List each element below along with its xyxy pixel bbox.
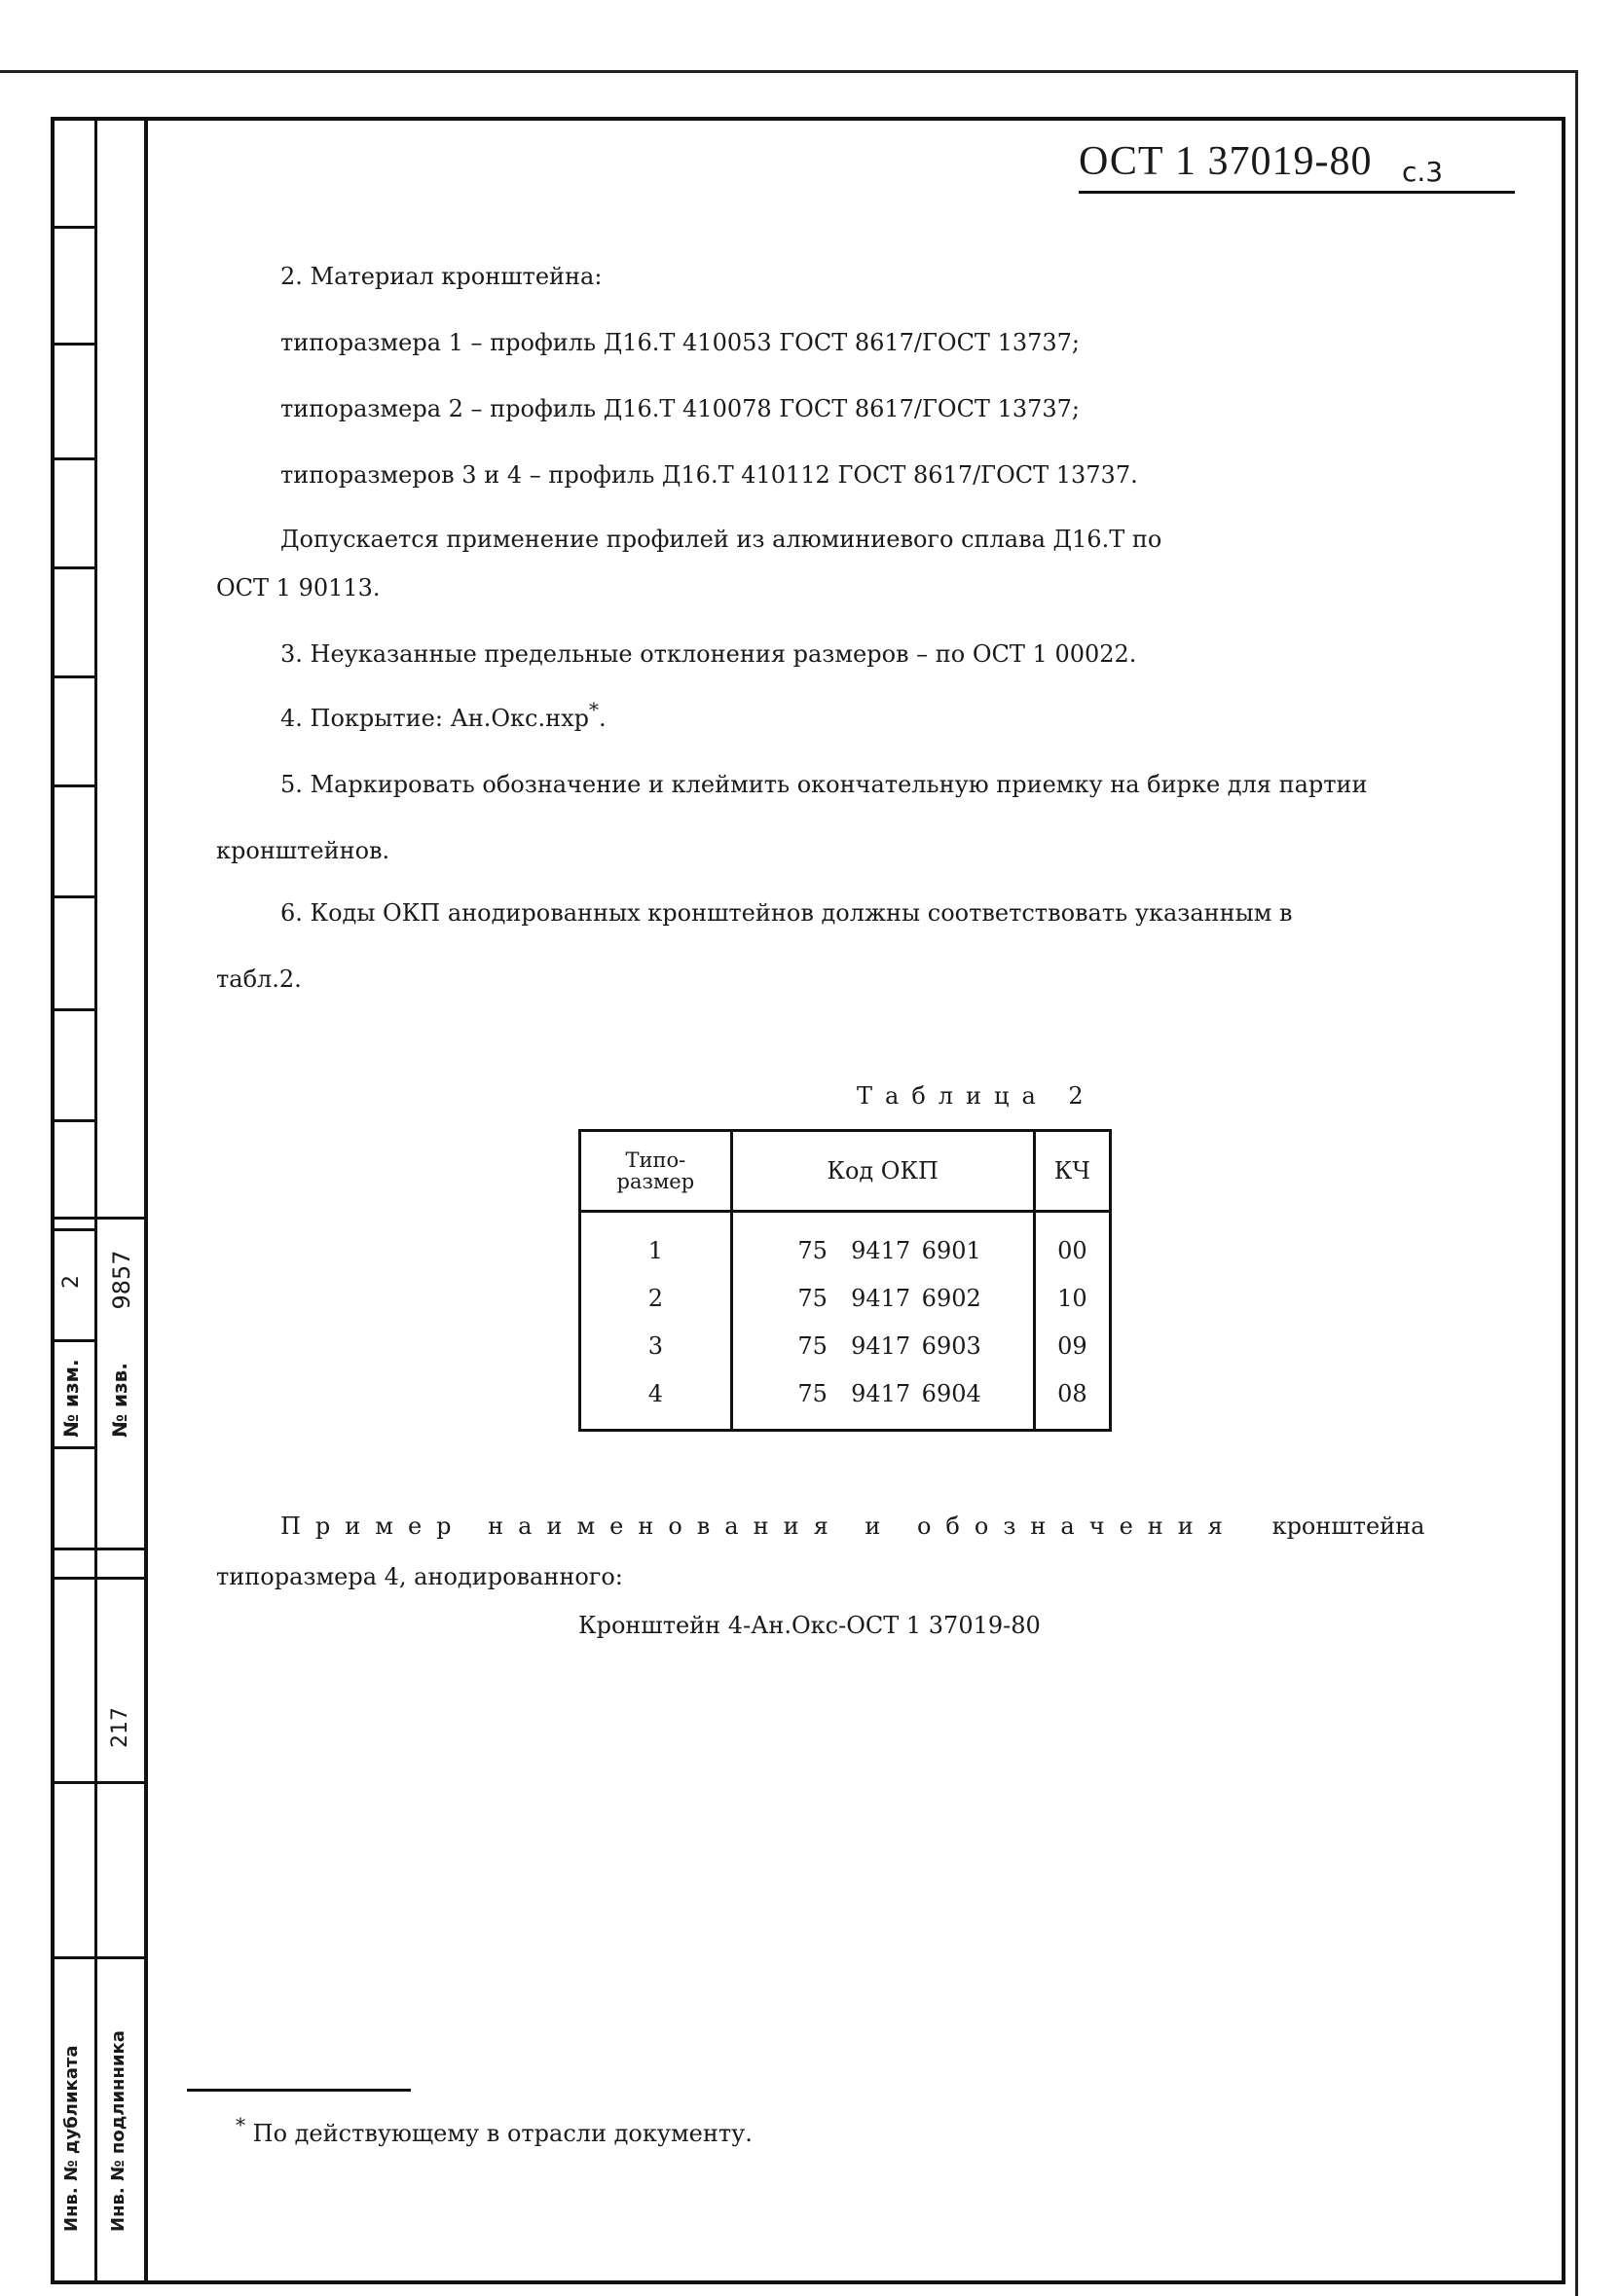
strip-divider [51, 343, 97, 346]
material-size-2: типоразмера 2 – профиль Д16.Т 410078 ГОСТ 8617/ГОСТ 13737; [280, 395, 1081, 422]
strip-divider [51, 675, 97, 678]
coating-text: 4. Покрытие: Ан.Окс.нхр [280, 705, 590, 732]
okp-line-2: табл.2. [216, 966, 302, 993]
okp-part-c: 6903 [921, 1331, 981, 1360]
duplicate-value: 217 [108, 1707, 132, 1748]
coating-paragraph [280, 698, 607, 732]
okp-table [578, 1129, 1112, 1432]
table-row [580, 1274, 1111, 1322]
table-row [580, 1212, 1111, 1275]
cell-okp-code [731, 1322, 1034, 1369]
strip-divider [51, 895, 97, 898]
right-border-line [1575, 70, 1578, 2296]
cell-okp-code [731, 1369, 1034, 1431]
okp-part-c: 6902 [921, 1284, 981, 1312]
cell-okp-code [731, 1212, 1034, 1275]
header-okp-code: Код ОКП [731, 1131, 1034, 1212]
izm-value: 2 [59, 1275, 84, 1289]
strip-divider [51, 1548, 148, 1550]
cell-kch: 09 [1034, 1322, 1110, 1369]
deviations-paragraph: 3. Неуказанные предельные отклонения размеров – по ОСТ 1 00022. [280, 640, 1137, 668]
izv-value: 9857 [108, 1250, 135, 1310]
okp-part-b: 9417 [851, 1379, 911, 1407]
material-heading: 2. Материал кронштейна: [280, 263, 603, 290]
header-typesize-line1: Типо- [625, 1148, 686, 1172]
izv-label: № изв. [108, 1363, 131, 1438]
cell-kch: 00 [1034, 1212, 1110, 1275]
cell-typesize: 1 [580, 1212, 732, 1275]
marking-line-1: 5. Маркировать обозначение и клеймить окончательную приемку на бирке для партии [280, 771, 1368, 798]
marking-line-2: кронштейнов. [216, 837, 390, 864]
okp-part-c: 6904 [921, 1379, 981, 1407]
izm-label: № изм. [59, 1359, 83, 1438]
okp-part-c: 6901 [921, 1236, 981, 1264]
table-row [580, 1322, 1111, 1369]
strip-divider [51, 1008, 97, 1011]
header-kch: КЧ [1034, 1131, 1110, 1212]
example-heading [280, 1514, 1424, 1538]
material-size-1: типоразмера 1 – профиль Д16.Т 410053 ГОСТ 8617/ГОСТ 13737; [280, 329, 1081, 356]
top-border-line [0, 70, 1577, 73]
footnote-mark: * [236, 2113, 245, 2136]
header-typesize-line2: размер [616, 1170, 695, 1193]
okp-part-b: 9417 [851, 1284, 911, 1312]
strip-divider [51, 226, 97, 229]
cell-typesize: 2 [580, 1274, 732, 1322]
coating-period: . [599, 705, 607, 732]
strip-divider [51, 1781, 148, 1784]
cell-typesize: 3 [580, 1322, 732, 1369]
okp-part-a: 75 [797, 1379, 828, 1407]
strip-divider [51, 1228, 97, 1231]
okp-line-1: 6. Коды ОКП анодированных кронштейнов должны соответствовать указанным в [280, 899, 1293, 927]
example-heading-spaced: Пример наименования и обозначения [280, 1512, 1237, 1540]
example-line-2: типоразмера 4, анодированного: [216, 1563, 623, 1590]
cell-kch: 08 [1034, 1369, 1110, 1431]
strip-divider [51, 1217, 148, 1220]
okp-part-b: 9417 [851, 1236, 911, 1264]
document-code: ОСТ 1 37019-80 [1079, 139, 1373, 184]
footnote-marker: * [589, 698, 600, 721]
footnote-separator [187, 2089, 411, 2092]
material-size-3-4: типоразмеров 3 и 4 – профиль Д16.Т 410112 ГОСТ 8617/ГОСТ 13737. [280, 461, 1138, 489]
example-designation: Кронштейн 4-Ан.Окс-ОСТ 1 37019-80 [578, 1612, 1041, 1639]
strip-divider [51, 1119, 97, 1122]
cell-typesize: 4 [580, 1369, 732, 1431]
okp-part-a: 75 [797, 1236, 828, 1264]
cell-kch: 10 [1034, 1274, 1110, 1322]
strip-divider [51, 1446, 97, 1449]
inv-duplicate-label: Инв. № дубликата [61, 2045, 82, 2232]
allowance-line-2: ОСТ 1 90113. [216, 574, 381, 601]
okp-part-a: 75 [797, 1284, 828, 1312]
header-underline [1079, 191, 1515, 194]
okp-part-b: 9417 [851, 1331, 911, 1360]
header-typesize [580, 1131, 732, 1212]
footnote-text: По действующему в отрасли документу. [252, 2120, 753, 2147]
example-heading-tail: кронштейна [1271, 1512, 1425, 1540]
table-row [580, 1369, 1111, 1431]
inv-original-label: Инв. № подлинника [108, 2030, 129, 2232]
footnote [236, 2113, 753, 2147]
strip-divider [51, 566, 97, 569]
table-caption: Таблица 2 [857, 1082, 1096, 1110]
allowance-line-1: Допускается применение профилей из алюминиевого сплава Д16.Т по [280, 526, 1162, 553]
strip-divider [51, 1577, 148, 1580]
cell-okp-code [731, 1274, 1034, 1322]
page-number: с.3 [1402, 156, 1444, 188]
okp-part-a: 75 [797, 1331, 828, 1360]
strip-divider [51, 1956, 148, 1959]
strip-divider [51, 784, 97, 787]
strip-divider [51, 457, 97, 460]
